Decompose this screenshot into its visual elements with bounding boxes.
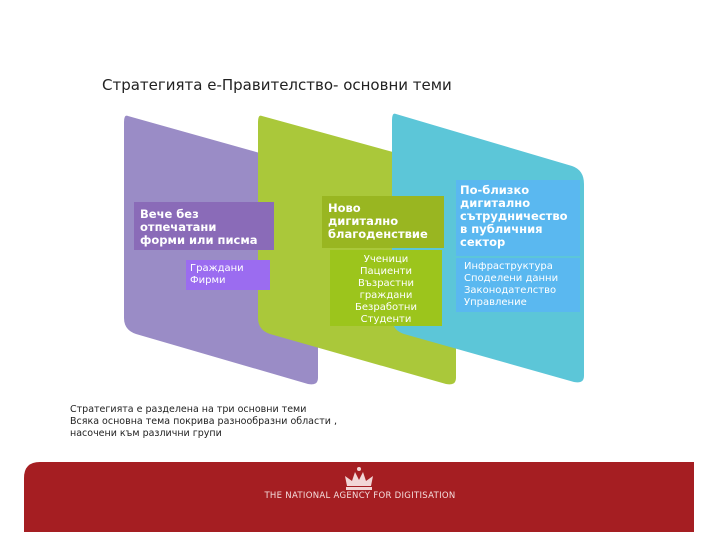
slide-title: Стратегията е-Правителство- основни теми xyxy=(102,76,452,94)
theme-items-2: Ученици Пациенти Възрастни граждани Безработни Студенти xyxy=(330,250,442,326)
agency-name: THE NATIONAL AGENCY FOR DIGITISATION xyxy=(264,491,456,501)
description: Стратегията е разделена на три основни теми Всяка основна тема покрива разнообразни области , насочени към различни групи xyxy=(70,404,337,439)
theme-items-1: Граждани Фирми xyxy=(186,260,270,290)
theme-heading-2: Ново дигитално благоденствие xyxy=(322,196,444,248)
theme-heading-3: По-близко дигитално сътрудничество в публичния сектор xyxy=(456,180,580,256)
theme-items-3: Инфраструктура Споделени данни Законодателство Управление xyxy=(456,258,580,312)
theme-heading-1: Вече без отпечатани форми или писма xyxy=(134,202,274,250)
